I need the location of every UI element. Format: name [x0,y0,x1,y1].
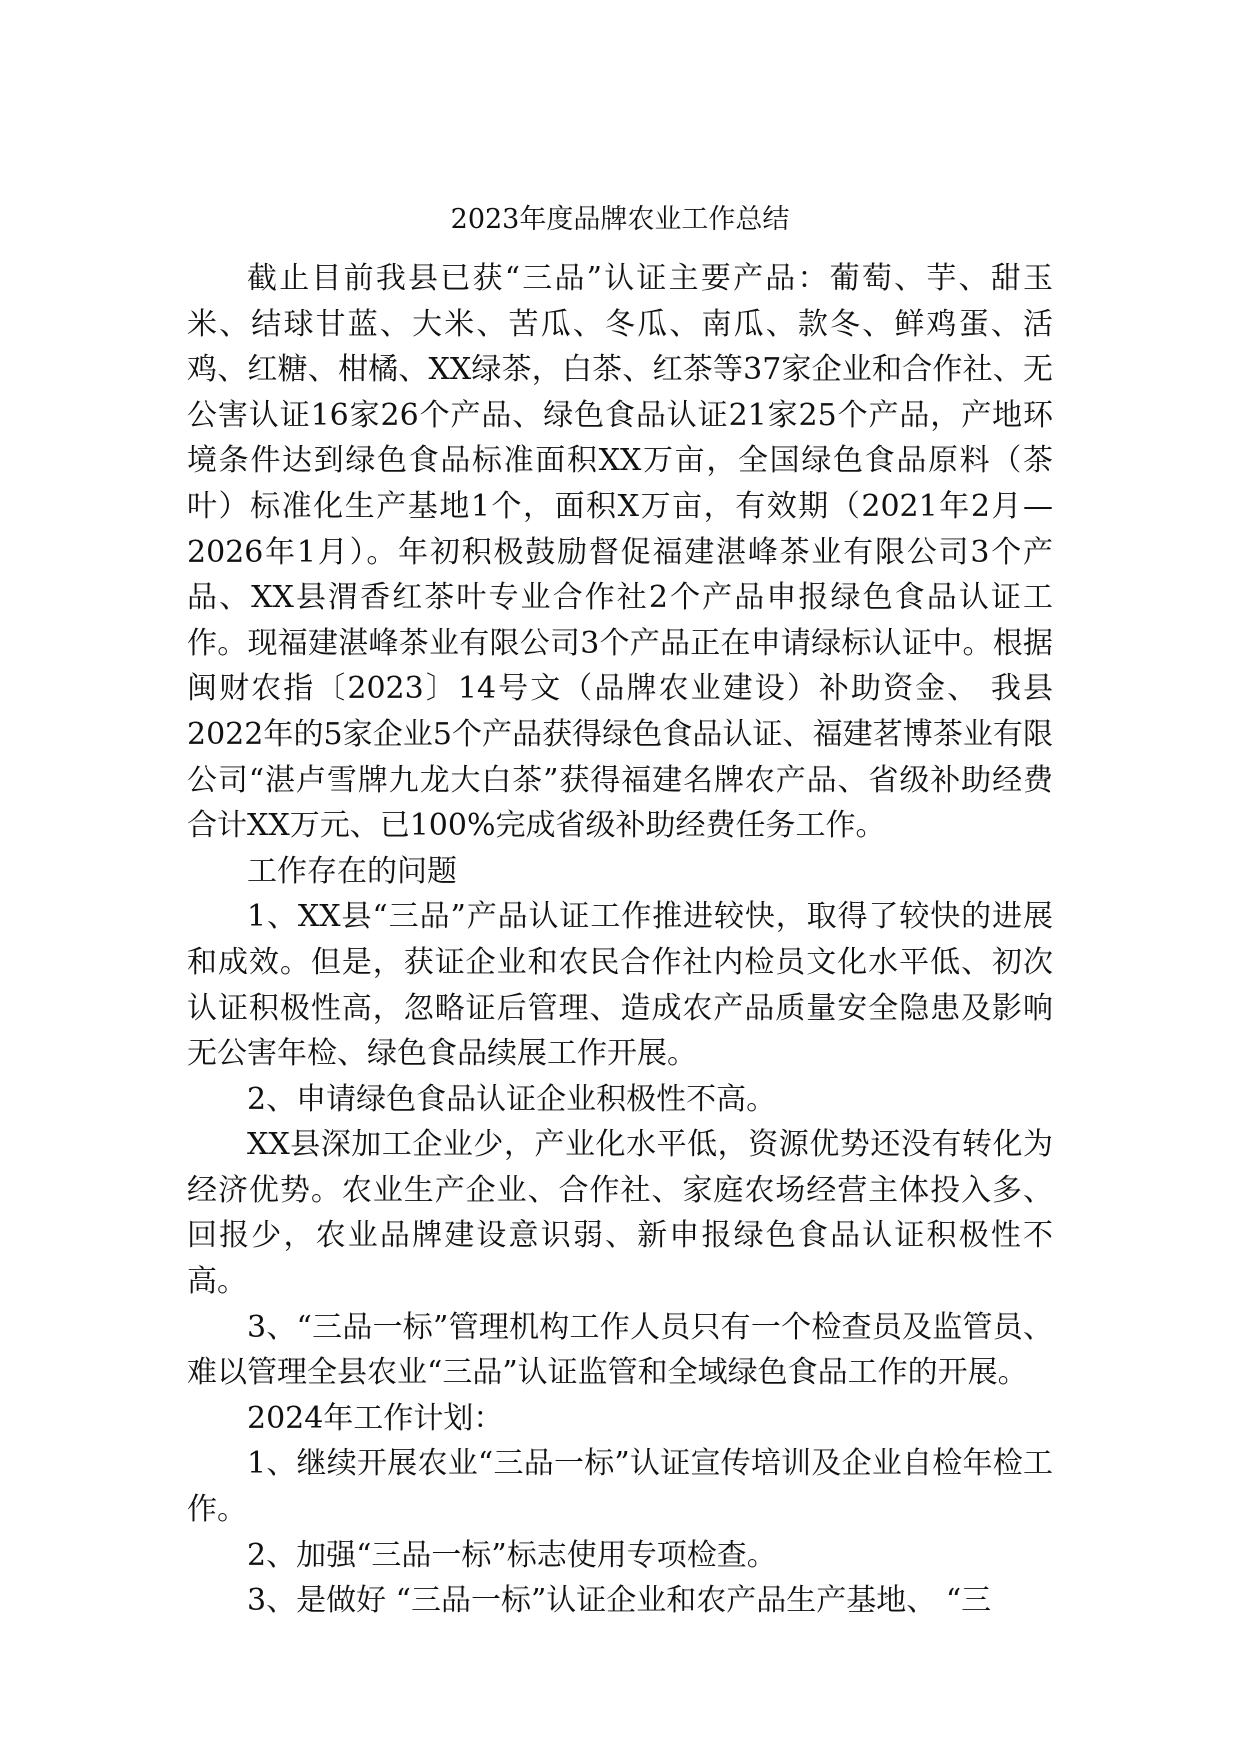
section-heading-plan: 2024年工作计划： [247,1400,504,1436]
paragraph-summary: 截止目前我县已获“三品”认证主要产品：葡萄、芋、甜玉米、结球甘蓝、大米、苦瓜、冬瓜、南瓜、款冬、鲜鸡蛋、活鸡、红糖、柑橘、XX绿茶，白茶、红茶等37家企业和合作社、无公害认证16家26个产品、绿色食品认证21家25个产品，产地环境条件达到绿色食品标准面积XX万亩，全国绿色食品原料（茶叶）标准化生产基地1个，面积X万亩，有效期（2021年2月—2026年1月）。年初积极鼓励督促福建湛峰茶业有限公司3个产品、XX县渭香红茶叶专业合作社2个产品申报绿色食品认证工作。现福建湛峰茶业有限公司3个产品正在申请绿标认证中。根据闽财农指〔2023〕14号文（品牌农业建设）补助资金、 我县2022年的5家企业5个产品获得绿色食品认证、福建茗博茶业有限公司“湛卢雪牌九龙大白茶”获得福建名牌农产品、省级补助经费合计XX万元、已100%完成省级补助经费任务工作。 [187,261,1053,844]
section-heading-problems: 工作存在的问题 [247,853,457,889]
paragraph-plan-2: 2、加强“三品一标”标志使用专项检查。 [247,1537,777,1573]
paragraph-plan-1: 1、继续开展农业“三品一标”认证宣传培训及企业自检年检工作。 [187,1446,1053,1528]
paragraph-problem-1: 1、XX县“三品”产品认证工作推进较快，取得了较快的进展和成效。但是，获证企业和农民合作社内检员文化水平低、初次认证积极性高，忽略证后管理、造成农产品质量安全隐患及影响无公害年检、绿色食品续展工作开展。 [187,899,1053,1072]
paragraph-problem-3: 3、“三品一标”管理机构工作人员只有一个检查员及监管员、难以管理全县农业“三品”认证监管和全域绿色食品工作的开展。 [187,1309,1053,1391]
paragraph-problem-2-detail: XX县深加工企业少，产业化水平低，资源优势还没有转化为经济优势。农业生产企业、合作社、家庭农场经营主体投入多、回报少，农业品牌建设意识弱、新申报绿色食品认证积极性不高。 [187,1127,1053,1300]
document-body [187,256,1053,1624]
document-title: 2023年度品牌农业工作总结 [450,204,790,235]
paragraph-problem-2: 2、申请绿色食品认证企业积极性不高。 [247,1081,777,1117]
paragraph-plan-3: 3、是做好 “三品一标”认证企业和农产品生产基地、 “三 [247,1583,992,1619]
